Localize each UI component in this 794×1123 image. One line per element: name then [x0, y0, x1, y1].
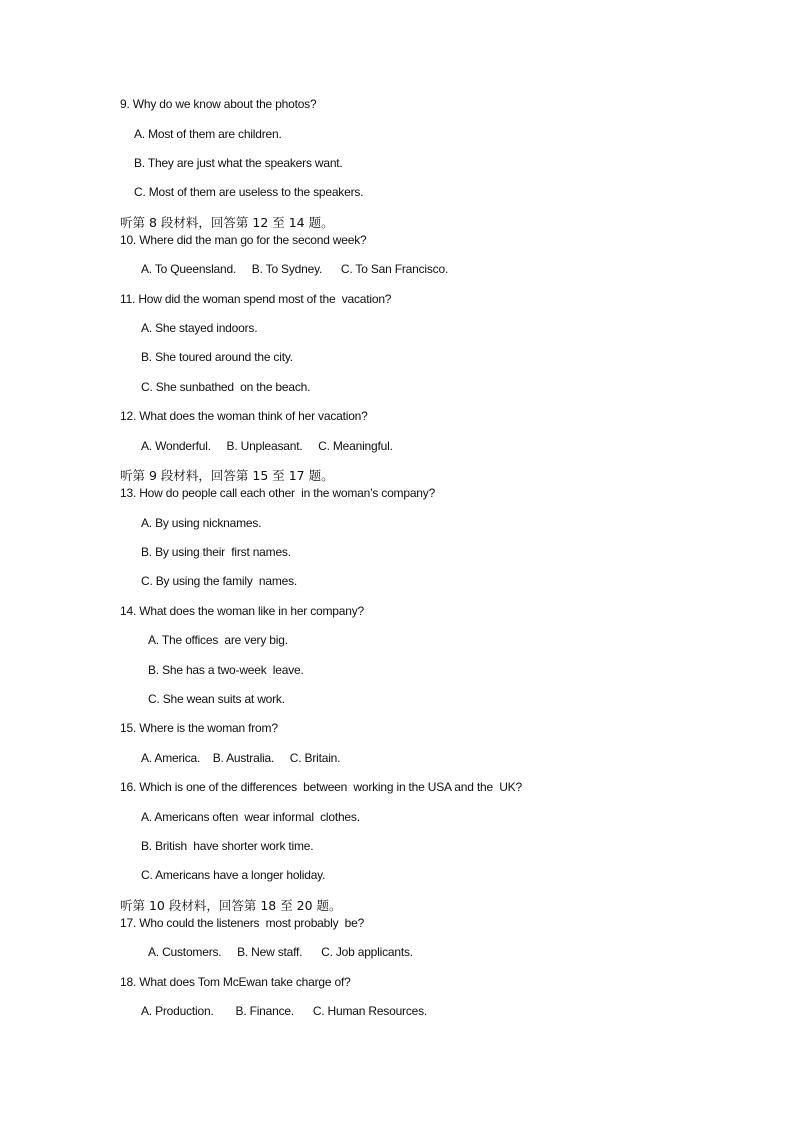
question-10-options: A. To Queensland. B. To Sydney. C. To San Francisco. [141, 262, 449, 276]
question-14-option-a: A. The offices are very big. [148, 633, 288, 647]
section-10-heading: 听第 10 段材料，回答第 18 至 20 题。 [120, 898, 342, 913]
question-16-option-b: B. British have shorter work time. [141, 839, 314, 853]
question-11-option-a: A. She stayed indoors. [141, 321, 258, 335]
question-18-options: A. Production. B. Finance. C. Human Resources. [141, 1004, 428, 1018]
question-9-option-c: C. Most of them are useless to the speakers. [134, 185, 364, 199]
question-14-option-c: C. She wean suits at work. [148, 692, 285, 706]
question-13-option-c: C. By using the family names. [141, 574, 298, 588]
section-9-heading: 听第 9 段材料，回答第 15 至 17 题。 [120, 468, 334, 483]
question-10: 10. Where did the man go for the second week? [120, 233, 367, 247]
question-13-option-a: A. By using nicknames. [141, 516, 262, 530]
question-15: 15. Where is the woman from? [120, 721, 278, 735]
question-14: 14. What does the woman like in her company? [120, 604, 365, 618]
question-11-option-c: C. She sunbathed on the beach. [141, 380, 311, 394]
question-12-options: A. Wonderful. B. Unpleasant. C. Meaningful. [141, 439, 393, 453]
question-11-option-b: B. She toured around the city. [141, 350, 293, 364]
question-15-options: A. America. B. Australia. C. Britain. [141, 751, 341, 765]
question-17-options: A. Customers. B. New staff. C. Job applicants. [148, 945, 413, 959]
question-12: 12. What does the woman think of her vacation? [120, 409, 368, 423]
section-8-heading: 听第 8 段材料，回答第 12 至 14 题。 [120, 215, 334, 230]
question-13-option-b: B. By using their first names. [141, 545, 291, 559]
question-9: 9. Why do we know about the photos? [120, 97, 317, 111]
question-14-option-b: B. She has a two-week leave. [148, 663, 304, 677]
question-13: 13. How do people call each other in the woman’s company? [120, 486, 436, 500]
question-11: 11. How did the woman spend most of the vacation? [120, 292, 392, 306]
question-9-option-b: B. They are just what the speakers want. [134, 156, 343, 170]
question-16: 16. Which is one of the differences between working in the USA and the UK? [120, 780, 522, 794]
question-9-option-a: A. Most of them are children. [134, 127, 282, 141]
question-16-option-c: C. Americans have a longer holiday. [141, 868, 326, 882]
question-16-option-a: A. Americans often wear informal clothes. [141, 810, 360, 824]
question-18: 18. What does Tom McEwan take charge of? [120, 975, 351, 989]
question-17: 17. Who could the listeners most probably be? [120, 916, 365, 930]
